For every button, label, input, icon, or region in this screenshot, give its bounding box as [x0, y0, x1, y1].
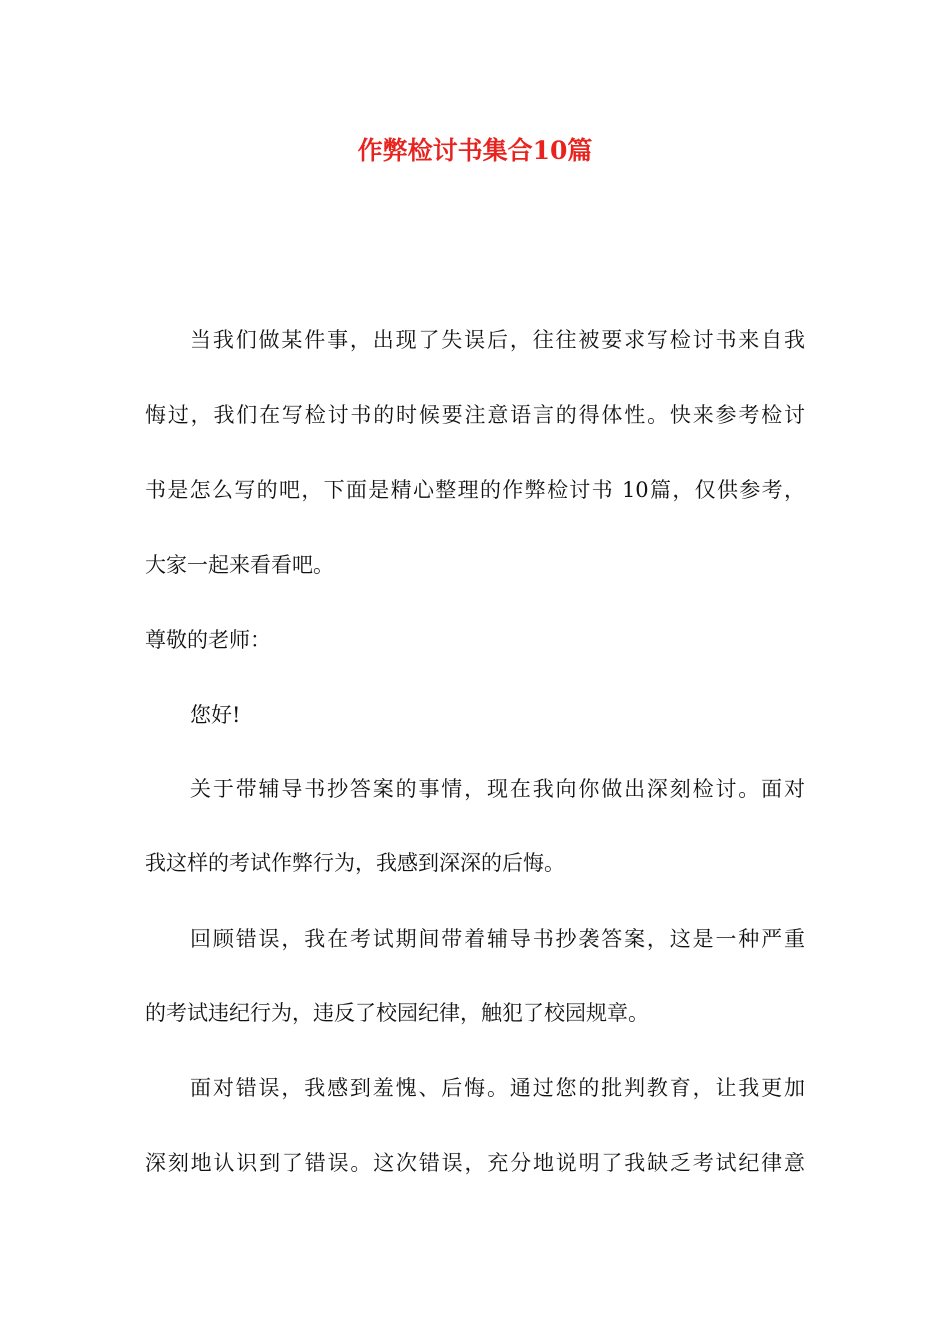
greeting: 您好! [190, 703, 241, 727]
paragraph-line: 关于带辅导书抄答案的事情，现在我向你做出深刻检讨。面对 [190, 777, 805, 801]
paragraph-line: 我这样的考试作弊行为，我感到深深的后悔。 [145, 851, 565, 875]
paragraph-line: 深刻地认识到了错误。这次错误，充分地说明了我缺乏考试纪律意 [145, 1151, 805, 1175]
paragraph-line: 面对错误，我感到羞愧、后悔。通过您的批判教育，让我更加 [190, 1076, 805, 1100]
paragraph-line: 悔过，我们在写检讨书的时候要注意语言的得体性。快来参考检讨 [145, 403, 805, 427]
paragraph-line: 当我们做某件事，出现了失误后，往往被要求写检讨书来自我 [190, 328, 805, 352]
paragraph-line: 大家一起来看看吧。 [145, 553, 334, 577]
document-title: 作弊检讨书集合10篇 [357, 136, 593, 165]
paragraph-line: 的考试违纪行为，违反了校园纪律，触犯了校园规章。 [145, 1001, 649, 1025]
paragraph-line: 书是怎么写的吧，下面是精心整理的作弊检讨书 10篇，仅供参考， [145, 478, 805, 502]
paragraph-line: 回顾错误，我在考试期间带着辅导书抄袭答案，这是一种严重 [190, 927, 805, 951]
salutation: 尊敬的老师： [145, 628, 271, 652]
